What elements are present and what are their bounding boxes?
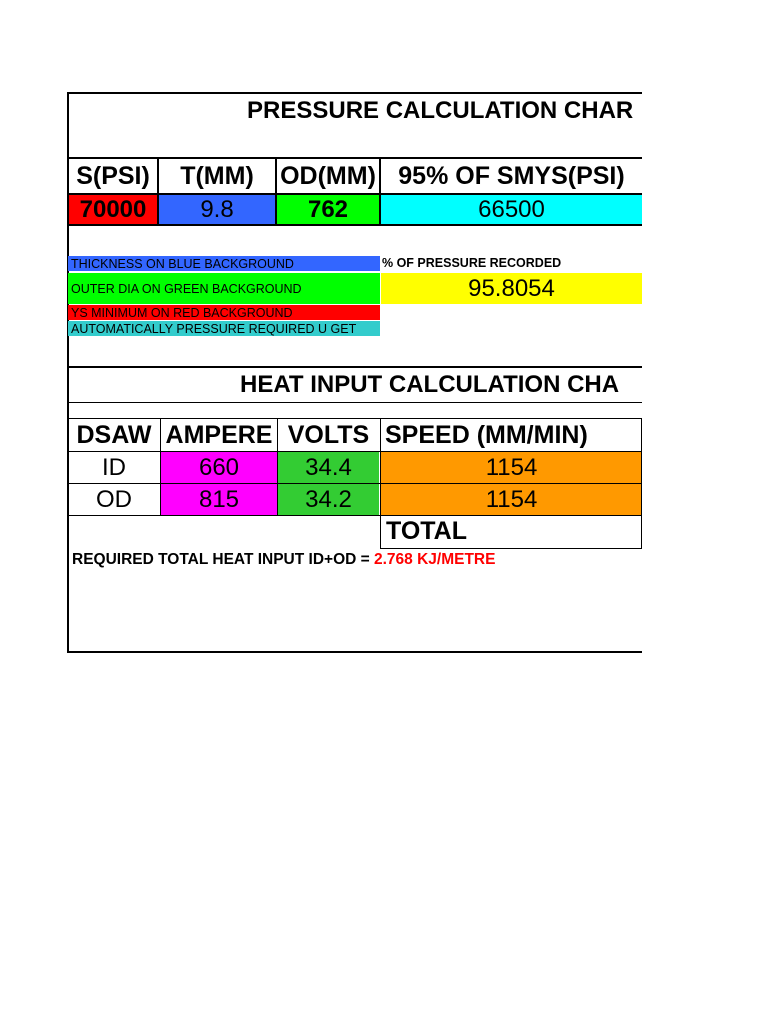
heat-title-top bbox=[67, 366, 642, 368]
pressure-col-divider-2 bbox=[275, 157, 277, 226]
heat-col-divider-3 bbox=[380, 418, 381, 549]
header-speed: SPEED (MM/MIN) bbox=[385, 421, 588, 449]
required-heat-input bbox=[72, 551, 495, 569]
row-id-label: ID bbox=[102, 453, 126, 481]
heat-col-divider-right bbox=[641, 418, 642, 549]
heat-col-divider-2 bbox=[277, 418, 278, 516]
pressure-recorded-value: 95.8054 bbox=[381, 273, 642, 304]
total-label: TOTAL bbox=[386, 517, 468, 545]
header-smys: 95% OF SMYS(PSI) bbox=[398, 161, 625, 190]
legend-auto-pressure: AUTOMATICALLY PRESSURE REQUIRED U GET bbox=[68, 321, 380, 336]
pressure-col-divider-1 bbox=[157, 157, 159, 226]
legend-outer-dia: OUTER DIA ON GREEN BACKGROUND bbox=[68, 273, 380, 304]
heat-chart-title: HEAT INPUT CALCULATION CHA bbox=[240, 371, 620, 398]
header-ampere: AMPERE bbox=[165, 420, 273, 449]
required-heat-input-label: REQUIRED TOTAL HEAT INPUT ID+OD = bbox=[72, 551, 370, 568]
frame-top bbox=[67, 92, 642, 94]
heat-title-bottom bbox=[67, 402, 642, 403]
header-od-mm: OD(MM) bbox=[280, 161, 376, 190]
row-id-speed: 1154 bbox=[381, 452, 642, 483]
header-s-psi: S(PSI) bbox=[76, 161, 150, 190]
row-id-volts: 34.4 bbox=[278, 452, 379, 483]
row-od-ampere: 815 bbox=[161, 484, 277, 515]
row-od-volts: 34.2 bbox=[278, 484, 379, 515]
heat-row2-bottom bbox=[67, 515, 642, 516]
heat-col-divider-1 bbox=[160, 418, 161, 516]
value-od-mm: 762 bbox=[277, 195, 379, 224]
legend-thickness: THICKNESS ON BLUE BACKGROUND bbox=[68, 256, 380, 271]
legend-ys-min: YS MINIMUM ON RED BACKGROUND bbox=[68, 305, 380, 320]
row-od-speed: 1154 bbox=[381, 484, 642, 515]
pressure-col-divider-3 bbox=[379, 157, 381, 226]
value-s-psi: 70000 bbox=[69, 195, 157, 224]
frame-bottom bbox=[67, 651, 642, 653]
header-dsaw: DSAW bbox=[76, 420, 152, 449]
pressure-chart-title: PRESSURE CALCULATION CHAR bbox=[247, 97, 634, 124]
value-t-mm: 9.8 bbox=[159, 195, 275, 224]
required-heat-input-value: 2.768 KJ/METRE bbox=[374, 551, 496, 568]
header-volts: VOLTS bbox=[287, 420, 370, 449]
pressure-table-bottom bbox=[67, 224, 642, 226]
row-od-label: OD bbox=[96, 485, 132, 513]
total-row-bottom bbox=[380, 548, 642, 549]
row-id-ampere: 660 bbox=[161, 452, 277, 483]
value-smys: 66500 bbox=[381, 195, 642, 224]
pressure-recorded-label: % OF PRESSURE RECORDED bbox=[382, 256, 562, 270]
header-t-mm: T(MM) bbox=[180, 161, 254, 190]
